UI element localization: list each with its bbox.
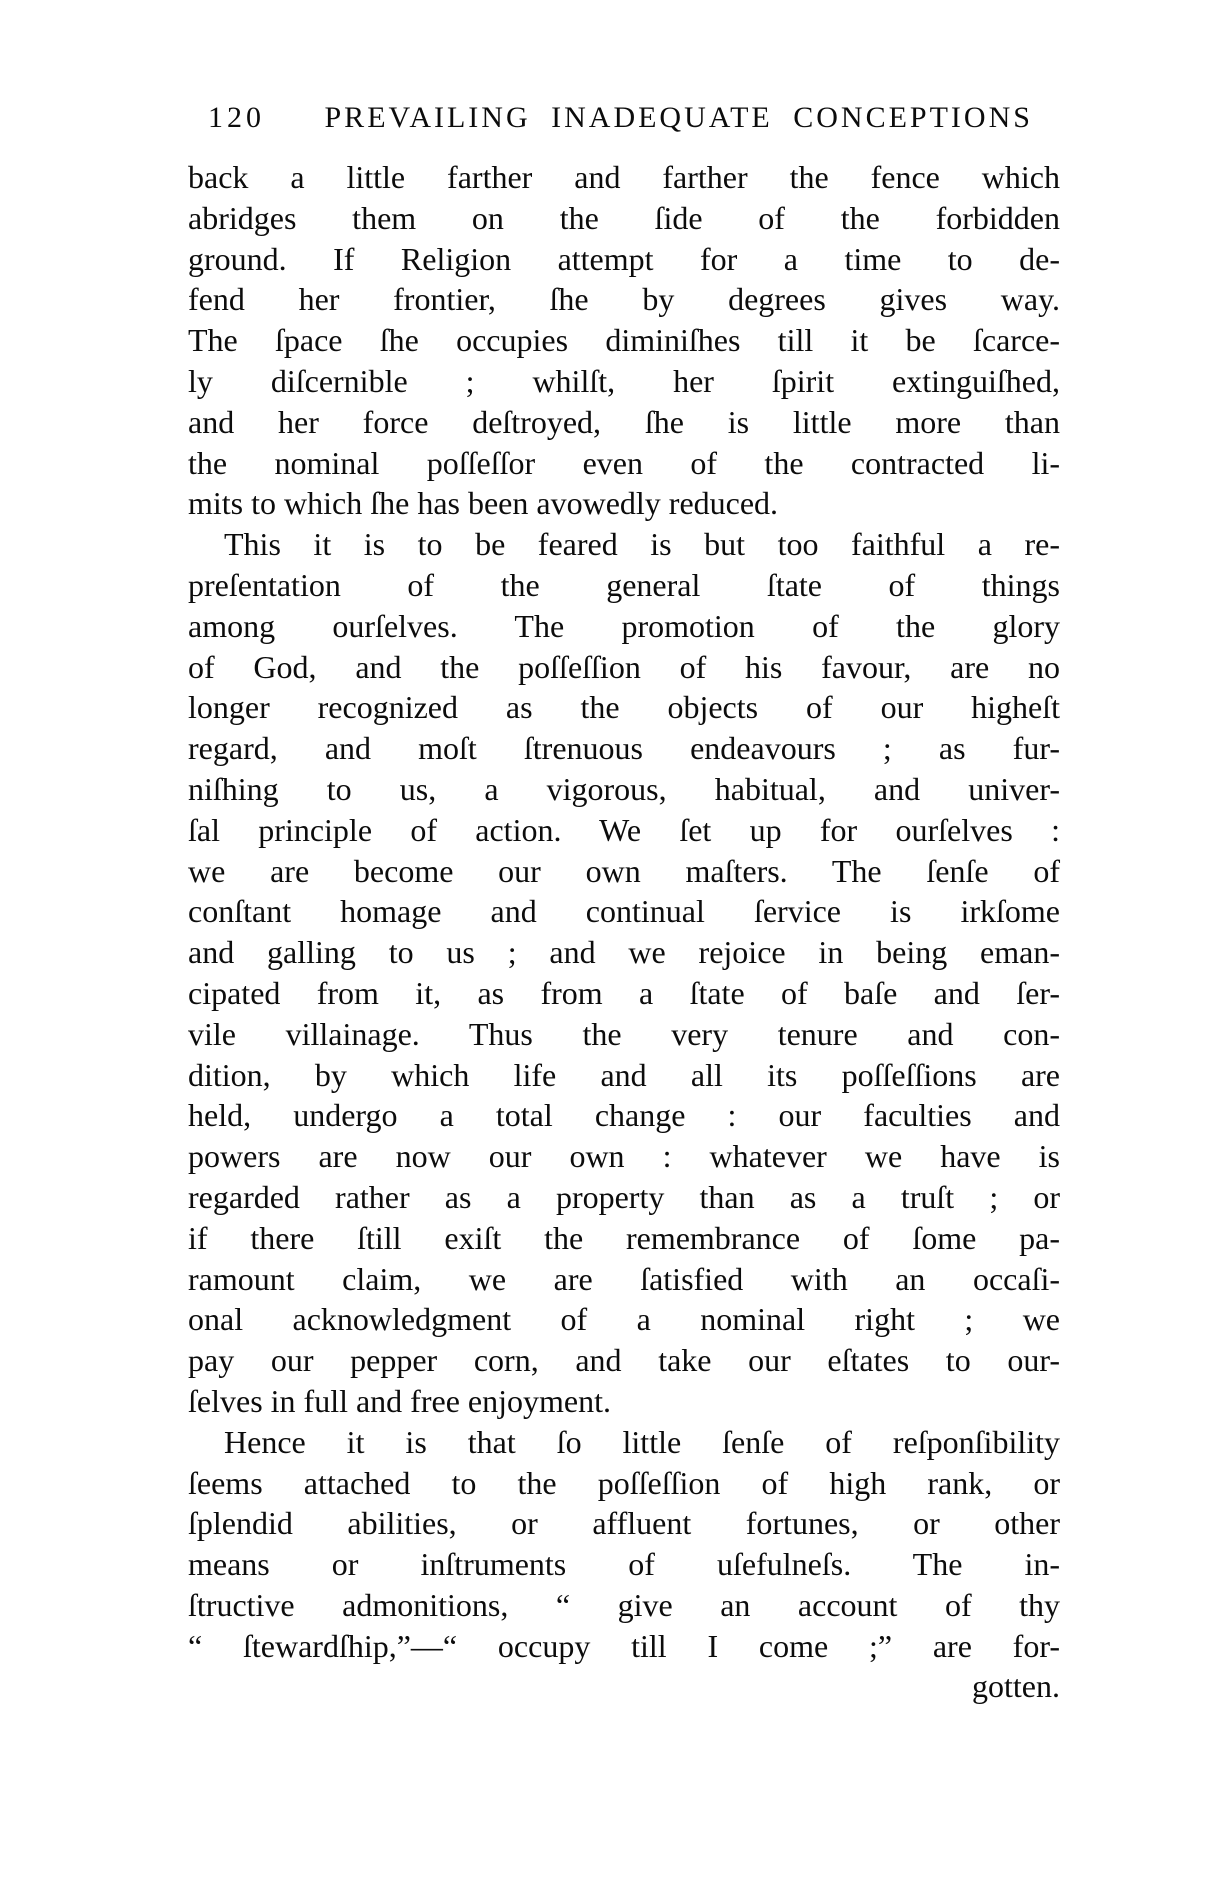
text-line: abridges them on the ſide of the forbidden <box>188 199 1060 236</box>
text-line: ſtructive admonitions, “ give an account of thy <box>188 1586 1060 1623</box>
text-line: ground. If Religion attempt for a time to de- <box>188 240 1060 277</box>
text-line: ſal principle of action. We ſet up for ourſelves : <box>188 811 1060 848</box>
text-line: niſhing to us, a vigorous, habitual, and univer- <box>188 770 1060 807</box>
text-line: dition, by which life and all its poſſeſſions are <box>188 1056 1060 1093</box>
text-line: held, undergo a total change : our faculties and <box>188 1097 1060 1134</box>
text-line: we are become our own maſters. The ſenſe of <box>188 852 1060 889</box>
text-line: ly diſcernible ; whilſt, her ſpirit extinguiſhed, <box>188 362 1060 399</box>
text-line: This it is to be feared is but too faithful a re- <box>224 526 1060 563</box>
text-line: cipated from it, as from a ſtate of baſe and ſer- <box>188 974 1060 1011</box>
text-line: and galling to us ; and we rejoice in being eman- <box>188 934 1060 971</box>
text-line: Hence it is that ſo little ſenſe of reſponſibility <box>224 1423 1060 1460</box>
text-line: means or inſtruments of uſefulneſs. The in- <box>188 1546 1060 1583</box>
text-line: “ ſtewardſhip,”—“ occupy till I come ;” are for- <box>188 1627 1060 1664</box>
text-line: regarded rather as a property than as a truſt ; or <box>188 1178 1060 1215</box>
page-number: 120 <box>208 101 265 134</box>
text-line: and her force deſtroyed, ſhe is little more than <box>188 403 1060 440</box>
running-title: PREVAILING INADEQUATE CONCEPTIONS <box>324 101 1033 134</box>
text-line: vile villainage. Thus the very tenure and con- <box>188 1015 1060 1052</box>
text-line: fend her frontier, ſhe by degrees gives way. <box>188 281 1060 318</box>
text-line: if there ſtill exiſt the remembrance of ſome pa- <box>188 1219 1060 1256</box>
text-line: onal acknowledgment of a nominal right ; we <box>188 1301 1060 1338</box>
text-line: preſentation of the general ſtate of things <box>188 566 1060 603</box>
text-line: ſelves in full and free enjoyment. <box>188 1382 611 1419</box>
text-line: powers are now our own : whatever we have is <box>188 1138 1060 1175</box>
text-line: of God, and the poſſeſſion of his favour, are no <box>188 648 1060 685</box>
text-line: pay our pepper corn, and take our eſtates to our- <box>188 1342 1060 1379</box>
paragraph <box>188 524 1060 1422</box>
paragraph <box>188 1422 1060 1708</box>
text-line: ramount claim, we are ſatisfied with an occaſi- <box>188 1260 1060 1297</box>
text-block <box>188 157 1060 1707</box>
text-line: ſeems attached to the poſſeſſion of high rank, or <box>188 1464 1060 1501</box>
text-line: ſplendid abilities, or affluent fortunes, or other <box>188 1505 1060 1542</box>
paragraph <box>188 157 1060 524</box>
text-line: regard, and moſt ſtrenuous endeavours ; as fur- <box>188 730 1060 767</box>
text-line: back a little farther and farther the fence which <box>188 159 1060 195</box>
running-header <box>188 101 1060 135</box>
text-line: The ſpace ſhe occupies diminiſhes till it be ſcarce- <box>188 322 1060 359</box>
text-line: longer recognized as the objects of our higheſt <box>188 689 1060 726</box>
text-line: the nominal poſſeſſor even of the contracted li- <box>188 444 1060 481</box>
text-line: mits to which ſhe has been avowedly reduced. <box>188 485 779 522</box>
text-line: among ourſelves. The promotion of the glory <box>188 607 1060 644</box>
text-line: gotten. <box>972 1668 1060 1705</box>
text-line: conſtant homage and continual ſervice is irkſome <box>188 893 1060 930</box>
